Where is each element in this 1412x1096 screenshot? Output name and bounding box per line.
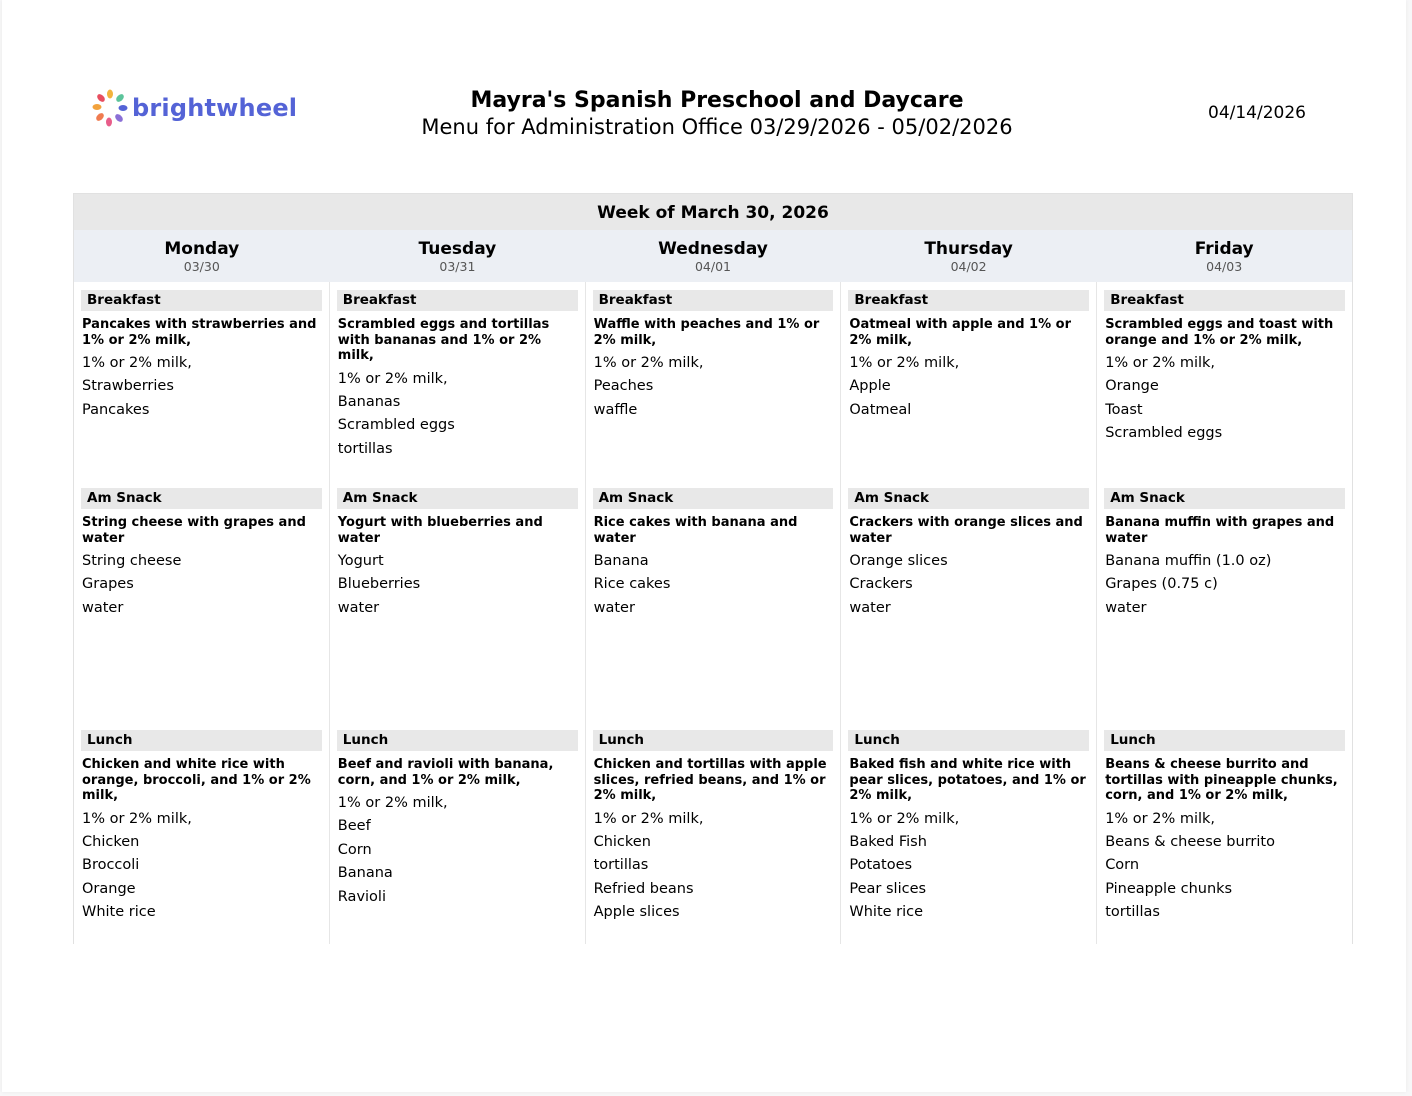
lunch-description: Baked fish and white rice with pear slices, potatoes, and 1% or 2% milk, xyxy=(849,757,1086,803)
meal-item: Yogurt xyxy=(337,553,384,569)
breakfast-section xyxy=(593,290,834,422)
meal-item: 1% or 2% milk, xyxy=(849,810,960,827)
day-header-monday xyxy=(74,230,330,282)
meal-item: Ravioli xyxy=(337,888,386,905)
day-column-tuesday xyxy=(330,282,586,944)
meal-item: Crackers xyxy=(849,576,913,593)
meal-item: Grapes xyxy=(82,576,134,593)
meal-item: water xyxy=(849,599,891,616)
am-snack-section xyxy=(848,488,1089,620)
meal-item: Apple slices xyxy=(593,904,680,921)
meal-item: Corn xyxy=(337,841,372,858)
meal-item: tortillas xyxy=(1105,904,1160,921)
meal-item: Broccoli xyxy=(82,857,140,874)
meal-item: 1% or 2% milk, xyxy=(593,355,704,371)
meal-item: Refried beans xyxy=(593,880,694,897)
meal-item: Pineapple chunks xyxy=(1105,880,1233,897)
meal-item: water xyxy=(337,599,380,616)
meal-item: Grapes (0.75 c) xyxy=(1105,576,1218,593)
document-header xyxy=(342,88,1092,141)
meal-item: Banana xyxy=(337,865,393,882)
meal-item: waffle xyxy=(593,401,638,418)
meal-item: Pear slices xyxy=(849,880,927,897)
day-date: 03/30 xyxy=(183,259,220,274)
meal-item: Scrambled eggs xyxy=(1105,425,1223,442)
am-snack-label: Am Snack xyxy=(337,488,578,509)
am-snack-label: Am Snack xyxy=(81,488,322,509)
lunch-description: Beans & cheese burrito and tortillas with pineapple chunks, corn, and 1% or 2% milk, xyxy=(1105,757,1338,803)
am-snack-section xyxy=(337,488,578,620)
day-date: 04/02 xyxy=(950,259,987,274)
lunch-description: Chicken and white rice with orange, broccoli, and 1% or 2% milk, xyxy=(82,757,311,803)
breakfast-description: Scrambled eggs and tortillas with bananas and 1% or 2% milk, xyxy=(337,317,550,363)
meal-item: Apple xyxy=(849,378,891,395)
day-header-friday xyxy=(1096,230,1352,282)
meal-item: String cheese xyxy=(82,553,182,569)
day-header-thursday xyxy=(841,230,1097,282)
am-snack-label: Am Snack xyxy=(593,488,834,509)
breakfast-description: Oatmeal with apple and 1% or 2% milk, xyxy=(849,317,1071,348)
day-name: Thursday xyxy=(924,239,1013,259)
am-snack-description: Yogurt with blueberries and water xyxy=(337,515,543,546)
meal-item: 1% or 2% milk, xyxy=(1105,810,1216,827)
week-title: Week of March 30, 2026 xyxy=(74,194,1352,230)
day-column-monday xyxy=(74,282,330,944)
breakfast-label: Breakfast xyxy=(593,290,834,311)
meal-item: 1% or 2% milk, xyxy=(849,355,960,371)
meal-item: 1% or 2% milk, xyxy=(82,355,192,371)
breakfast-description: Waffle with peaches and 1% or 2% milk, xyxy=(593,317,820,348)
breakfast-label: Breakfast xyxy=(81,290,322,311)
meal-item: Beans & cheese burrito xyxy=(1105,833,1275,850)
breakfast-section xyxy=(337,290,578,461)
breakfast-label: Breakfast xyxy=(337,290,578,311)
meal-item: 1% or 2% milk, xyxy=(337,795,448,811)
day-name: Wednesday xyxy=(658,239,768,259)
meal-item: Pancakes xyxy=(82,401,150,418)
am-snack-section xyxy=(593,488,834,620)
meal-item: Orange xyxy=(82,880,136,897)
brightwheel-logo xyxy=(92,88,297,128)
meal-item: Chicken xyxy=(82,833,140,850)
day-column-wednesday xyxy=(586,282,842,944)
am-snack-description: Banana muffin with grapes and water xyxy=(1105,515,1335,546)
meal-item: Banana xyxy=(593,553,649,569)
meal-item: White rice xyxy=(849,904,924,921)
am-snack-label: Am Snack xyxy=(848,488,1089,509)
lunch-label: Lunch xyxy=(848,730,1089,751)
menu-subtitle: Menu for Administration Office 03/29/2026 - 05/02/2026 xyxy=(421,115,1013,139)
meal-item: tortillas xyxy=(337,440,393,457)
lunch-section xyxy=(1104,730,1345,925)
day-name: Monday xyxy=(164,239,240,259)
meal-item: Orange xyxy=(1105,378,1159,395)
meal-item: Banana muffin (1.0 oz) xyxy=(1105,553,1272,569)
lunch-section xyxy=(593,730,834,925)
lunch-description: Chicken and tortillas with apple slices, refried beans, and 1% or 2% milk, xyxy=(593,757,827,803)
meal-item: Corn xyxy=(1105,857,1140,874)
lunch-label: Lunch xyxy=(81,730,322,751)
meal-item: Chicken xyxy=(593,833,651,850)
breakfast-section xyxy=(1104,290,1345,446)
breakfast-label: Breakfast xyxy=(848,290,1089,311)
day-column-thursday xyxy=(841,282,1097,944)
am-snack-description: Crackers with orange slices and water xyxy=(849,515,1083,546)
breakfast-section xyxy=(81,290,322,422)
weekly-menu-grid xyxy=(73,193,1353,944)
day-column-friday xyxy=(1097,282,1352,944)
am-snack-section xyxy=(81,488,322,620)
meal-item: Rice cakes xyxy=(593,576,671,593)
meal-item: tortillas xyxy=(593,857,649,874)
breakfast-description: Scrambled eggs and toast with orange and 1% or 2% milk, xyxy=(1105,317,1334,348)
am-snack-label: Am Snack xyxy=(1104,488,1345,509)
meal-item: water xyxy=(1105,599,1147,616)
print-date: 04/14/2026 xyxy=(1208,103,1306,123)
meal-item: Baked Fish xyxy=(849,833,927,850)
meal-item: 1% or 2% milk, xyxy=(82,810,192,827)
lunch-section xyxy=(337,730,578,909)
meal-item: Beef xyxy=(337,818,371,835)
brightwheel-wordmark: brightwheel xyxy=(132,94,298,122)
school-title: Mayra's Spanish Preschool and Daycare xyxy=(470,88,964,113)
days-header-row xyxy=(74,230,1352,282)
menu-page xyxy=(2,0,1406,1092)
meal-item: 1% or 2% milk, xyxy=(593,810,704,827)
brightwheel-logo-icon xyxy=(92,89,128,127)
am-snack-description: String cheese with grapes and water xyxy=(82,515,306,546)
meal-item: Potatoes xyxy=(849,857,913,874)
am-snack-description: Rice cakes with banana and water xyxy=(593,515,798,546)
breakfast-description: Pancakes with strawberries and 1% or 2% milk, xyxy=(82,317,317,348)
day-date: 04/03 xyxy=(1206,259,1243,274)
day-name: Tuesday xyxy=(418,239,497,259)
meal-item: Bananas xyxy=(337,393,401,410)
breakfast-section xyxy=(848,290,1089,422)
lunch-description: Beef and ravioli with banana, corn, and 1% or 2% milk, xyxy=(337,757,554,788)
meal-item: Toast xyxy=(1105,401,1143,418)
meal-item: Oatmeal xyxy=(849,401,912,418)
lunch-label: Lunch xyxy=(1104,730,1345,751)
day-header-wednesday xyxy=(585,230,841,282)
lunch-section xyxy=(81,730,322,925)
day-date: 04/01 xyxy=(694,259,731,274)
day-header-tuesday xyxy=(330,230,586,282)
day-name: Friday xyxy=(1194,239,1254,259)
meal-item: 1% or 2% milk, xyxy=(1105,355,1216,371)
meal-item: Scrambled eggs xyxy=(337,417,455,434)
lunch-label: Lunch xyxy=(593,730,834,751)
day-columns xyxy=(74,282,1352,944)
meal-item: water xyxy=(82,599,124,616)
meal-item: Blueberries xyxy=(337,576,421,593)
am-snack-section xyxy=(1104,488,1345,620)
breakfast-label: Breakfast xyxy=(1104,290,1345,311)
meal-item: Strawberries xyxy=(82,378,174,395)
meal-item: water xyxy=(593,599,635,616)
day-date: 03/31 xyxy=(439,259,476,274)
lunch-section xyxy=(848,730,1089,925)
meal-item: 1% or 2% milk, xyxy=(337,370,448,387)
lunch-label: Lunch xyxy=(337,730,578,751)
meal-item: Orange slices xyxy=(849,553,948,569)
meal-item: Peaches xyxy=(593,378,654,395)
meal-item: White rice xyxy=(82,904,156,921)
